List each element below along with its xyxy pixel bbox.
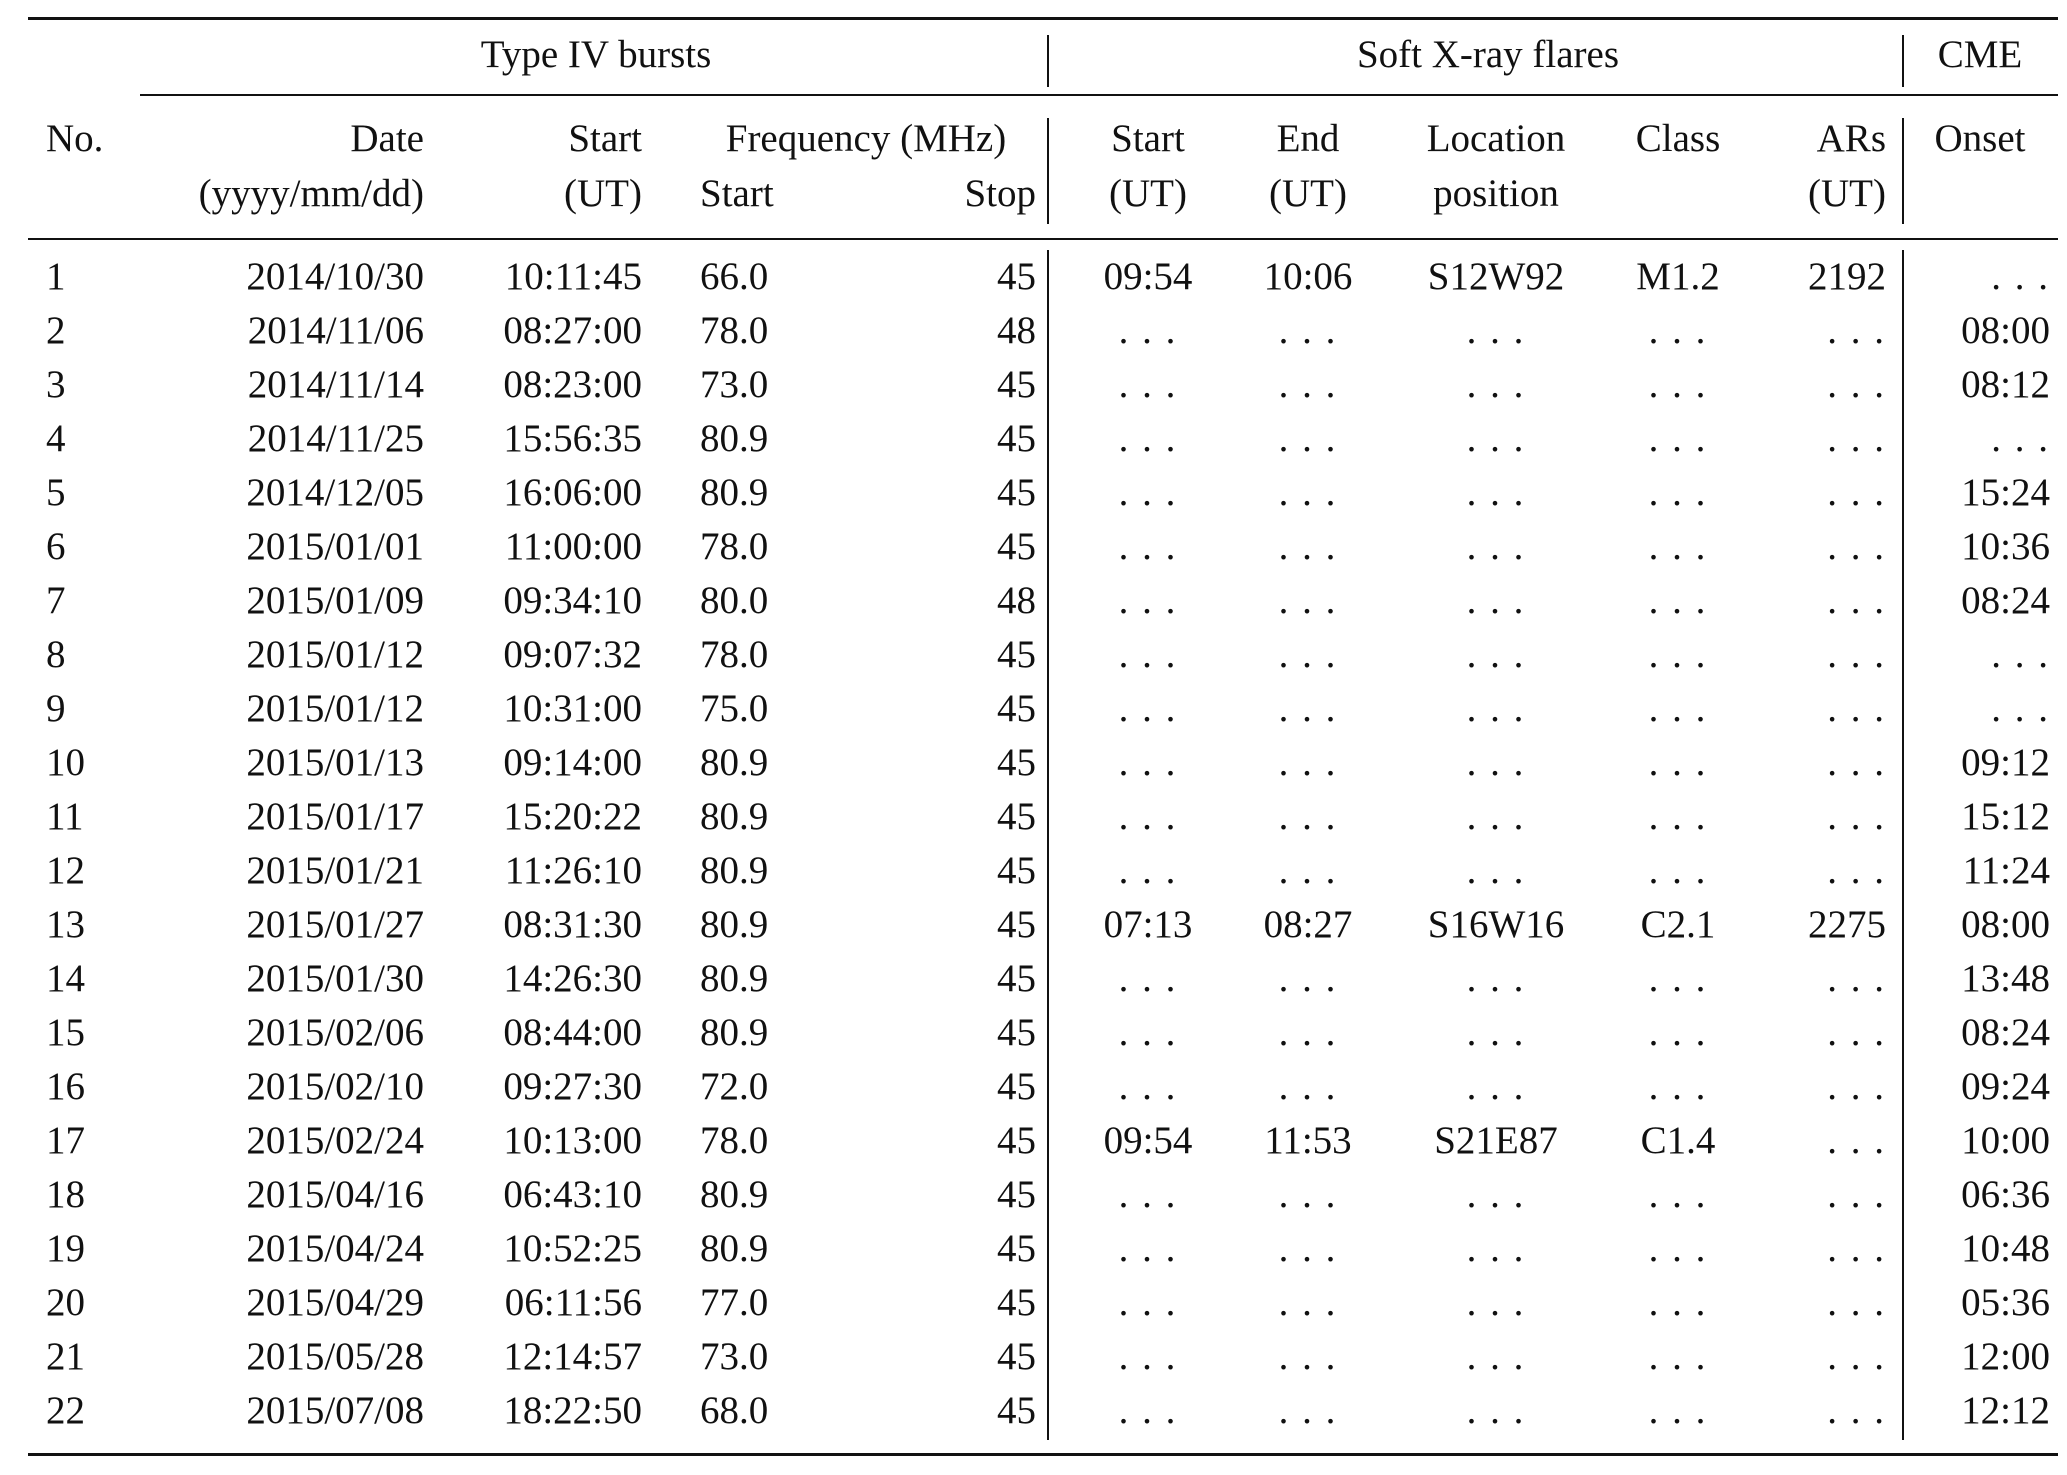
cell-freq-start: 75.0 [700, 687, 769, 730]
cell-freq-stop: 45 [997, 471, 1036, 514]
cell-flare-end: 11:53 [1264, 1119, 1352, 1162]
header-freq-start: Start [700, 172, 774, 215]
cell-flare-start: . . . [1118, 1011, 1178, 1054]
cell-freq-start: 73.0 [700, 363, 769, 406]
cell-freq-start: 80.9 [700, 903, 769, 946]
cell-flare-start: . . . [1118, 1389, 1178, 1432]
cell-freq-stop: 45 [997, 417, 1036, 460]
cell-flare-end: . . . [1278, 957, 1338, 1000]
cell-date: 2015/02/06 [246, 1011, 424, 1054]
cell-flare-start: . . . [1118, 741, 1178, 784]
cell-no: 14 [46, 957, 85, 1000]
cell-class: . . . [1648, 1227, 1708, 1270]
cell-no: 2 [46, 309, 66, 352]
cell-location: . . . [1466, 1173, 1526, 1216]
cell-freq-start: 73.0 [700, 1335, 769, 1378]
cell-freq-start: 80.9 [700, 795, 769, 838]
cell-ars: . . . [1827, 1173, 1886, 1216]
header-freq-stop: Stop [964, 172, 1036, 215]
cell-freq-stop: 45 [997, 1173, 1036, 1216]
cell-start: 08:23:00 [503, 363, 642, 406]
cell-location: . . . [1466, 363, 1526, 406]
cell-date: 2015/01/13 [246, 741, 424, 784]
cell-no: 4 [46, 417, 66, 460]
cell-flare-start: . . . [1118, 1065, 1178, 1108]
cell-freq-start: 68.0 [700, 1389, 769, 1432]
cell-freq-stop: 45 [997, 903, 1036, 946]
cell-onset: 13:48 [1961, 957, 2050, 1000]
cell-start: 16:06:00 [503, 471, 642, 514]
cell-flare-start: . . . [1118, 849, 1178, 892]
cell-location: . . . [1466, 1281, 1526, 1324]
separator-type-iv-sxr-body [1047, 250, 1049, 1440]
cell-location: . . . [1466, 1227, 1526, 1270]
cell-onset: 08:12 [1961, 363, 2050, 406]
cell-flare-start: . . . [1118, 1227, 1178, 1270]
cell-onset: 12:12 [1961, 1389, 2050, 1432]
cell-ars: . . . [1827, 1011, 1886, 1054]
cell-onset: 15:24 [1961, 471, 2050, 514]
cell-onset: 08:24 [1961, 579, 2050, 622]
cell-class: . . . [1648, 1065, 1708, 1108]
cell-ars: . . . [1827, 1335, 1886, 1378]
cell-no: 16 [46, 1065, 85, 1108]
header-date: Date [350, 117, 424, 160]
cell-class: . . . [1648, 471, 1708, 514]
cell-class: . . . [1648, 1389, 1708, 1432]
cell-no: 20 [46, 1281, 85, 1324]
cell-start: 09:27:30 [503, 1065, 642, 1108]
cell-start: 18:22:50 [503, 1389, 642, 1432]
cell-start: 10:31:00 [503, 687, 642, 730]
cell-date: 2015/07/08 [246, 1389, 424, 1432]
cell-start: 15:56:35 [503, 417, 642, 460]
cell-location: S21E87 [1434, 1119, 1558, 1162]
cell-date: 2014/12/05 [246, 471, 424, 514]
cell-start: 10:52:25 [503, 1227, 642, 1270]
data-table [28, 0, 2058, 1475]
cell-ars: 2275 [1808, 903, 1886, 946]
cell-location: . . . [1466, 309, 1526, 352]
cell-ars: 2192 [1808, 255, 1886, 298]
cell-flare-end: . . . [1278, 849, 1338, 892]
cell-onset: 10:36 [1961, 525, 2050, 568]
cell-freq-stop: 45 [997, 1281, 1036, 1324]
cell-flare-start: . . . [1118, 1173, 1178, 1216]
cell-date: 2015/01/21 [246, 849, 424, 892]
cell-freq-start: 80.9 [700, 957, 769, 1000]
cell-freq-stop: 45 [997, 957, 1036, 1000]
cell-flare-end: . . . [1278, 1335, 1338, 1378]
cell-ars: . . . [1827, 525, 1886, 568]
cell-flare-end: . . . [1278, 1065, 1338, 1108]
cell-ars: . . . [1827, 1119, 1886, 1162]
cell-start: 09:14:00 [503, 741, 642, 784]
cell-class: . . . [1648, 579, 1708, 622]
cell-onset: 09:24 [1961, 1065, 2050, 1108]
cell-onset: 08:00 [1961, 309, 2050, 352]
cell-date: 2015/01/27 [246, 903, 424, 946]
cell-freq-stop: 45 [997, 1389, 1036, 1432]
cell-date: 2014/11/06 [247, 309, 424, 352]
cell-location: . . . [1466, 1065, 1526, 1108]
cell-freq-stop: 48 [997, 309, 1036, 352]
cell-flare-end: . . . [1278, 417, 1338, 460]
cell-date: 2015/04/16 [246, 1173, 424, 1216]
cell-location: S16W16 [1427, 903, 1565, 946]
cell-class: . . . [1648, 741, 1708, 784]
cell-flare-start: . . . [1118, 417, 1178, 460]
cell-flare-end: . . . [1278, 741, 1338, 784]
cell-freq-start: 78.0 [700, 1119, 769, 1162]
cell-no: 19 [46, 1227, 85, 1270]
cell-class: . . . [1648, 309, 1708, 352]
group-header-type-iv: Type IV bursts [480, 33, 712, 76]
header-location: Location [1426, 117, 1566, 160]
cell-no: 10 [46, 741, 85, 784]
cell-flare-end: . . . [1278, 1011, 1338, 1054]
cell-class: . . . [1648, 1011, 1708, 1054]
cell-freq-stop: 45 [997, 687, 1036, 730]
cell-start: 12:14:57 [503, 1335, 642, 1378]
cell-location: . . . [1466, 1335, 1526, 1378]
cell-start: 11:00:00 [504, 525, 642, 568]
cell-flare-end: . . . [1278, 1227, 1338, 1270]
cell-freq-start: 80.9 [700, 1227, 769, 1270]
cell-no: 3 [46, 363, 66, 406]
cell-onset: . . . [1991, 687, 2050, 730]
cell-start: 08:27:00 [503, 309, 642, 352]
separator-sxr-cme-body [1902, 250, 1904, 1440]
cell-ars: . . . [1827, 417, 1886, 460]
bottom-rule [28, 1453, 2058, 1456]
cell-flare-start: 09:54 [1103, 1119, 1193, 1162]
cell-class: C1.4 [1640, 1119, 1716, 1162]
cell-ars: . . . [1827, 1281, 1886, 1324]
cell-no: 12 [46, 849, 85, 892]
cell-date: 2015/04/24 [246, 1227, 424, 1270]
cell-freq-stop: 45 [997, 1227, 1036, 1270]
cell-ars: . . . [1827, 309, 1886, 352]
cell-class: . . . [1648, 525, 1708, 568]
cell-date: 2015/01/17 [246, 795, 424, 838]
cell-date: 2015/01/09 [246, 579, 424, 622]
cell-onset: 11:24 [1962, 849, 2050, 892]
cell-flare-end: . . . [1278, 687, 1338, 730]
cell-flare-start: . . . [1118, 579, 1178, 622]
cell-location: . . . [1466, 525, 1526, 568]
cell-flare-start: . . . [1118, 957, 1178, 1000]
cell-no: 5 [46, 471, 66, 514]
cell-date: 2014/11/14 [247, 363, 424, 406]
cell-onset: 15:12 [1961, 795, 2050, 838]
cell-flare-end: . . . [1278, 1281, 1338, 1324]
cell-class: . . . [1648, 1173, 1708, 1216]
cell-ars: . . . [1827, 1389, 1886, 1432]
cell-no: 1 [46, 255, 66, 298]
cell-start: 06:11:56 [504, 1281, 642, 1324]
cell-freq-start: 80.9 [700, 741, 769, 784]
cell-freq-start: 80.9 [700, 471, 769, 514]
cell-flare-end: . . . [1278, 363, 1338, 406]
cell-location: . . . [1466, 741, 1526, 784]
cell-freq-stop: 45 [997, 795, 1036, 838]
cell-date: 2015/04/29 [246, 1281, 424, 1324]
cell-freq-start: 78.0 [700, 633, 769, 676]
cell-freq-stop: 45 [997, 525, 1036, 568]
cell-class: . . . [1648, 633, 1708, 676]
cell-freq-stop: 45 [997, 1011, 1036, 1054]
cell-class: . . . [1648, 417, 1708, 460]
cell-class: C2.1 [1640, 903, 1716, 946]
cell-onset: 06:36 [1961, 1173, 2050, 1216]
cell-date: 2015/02/24 [246, 1119, 424, 1162]
group-rule [140, 94, 2058, 96]
cell-no: 9 [46, 687, 66, 730]
cell-freq-stop: 45 [997, 741, 1036, 784]
cell-start: 06:43:10 [503, 1173, 642, 1216]
cell-date: 2015/02/10 [246, 1065, 424, 1108]
cell-freq-start: 72.0 [700, 1065, 769, 1108]
cell-start: 09:07:32 [503, 633, 642, 676]
cell-date: 2015/01/01 [246, 525, 424, 568]
cell-no: 7 [46, 579, 66, 622]
cell-flare-start: . . . [1118, 795, 1178, 838]
cell-no: 11 [46, 795, 84, 838]
cell-onset: . . . [1991, 417, 2050, 460]
cell-class: M1.2 [1636, 255, 1720, 298]
cell-flare-end: . . . [1278, 309, 1338, 352]
header-flare-start: Start [1111, 117, 1185, 160]
cell-flare-end: . . . [1278, 525, 1338, 568]
cell-no: 15 [46, 1011, 85, 1054]
cell-class: . . . [1648, 795, 1708, 838]
header-ars: ARs [1816, 117, 1886, 160]
cell-freq-start: 77.0 [700, 1281, 769, 1324]
cell-ars: . . . [1827, 741, 1886, 784]
header-ars-unit: (UT) [1808, 172, 1886, 215]
cell-flare-end: . . . [1278, 1173, 1338, 1216]
cell-no: 13 [46, 903, 85, 946]
header-class: Class [1635, 117, 1721, 160]
cell-ars: . . . [1827, 957, 1886, 1000]
cell-flare-start: . . . [1118, 1335, 1178, 1378]
cell-onset: 10:00 [1961, 1119, 2050, 1162]
cell-location: S12W92 [1427, 255, 1565, 298]
cell-start: 09:34:10 [503, 579, 642, 622]
cell-class: . . . [1648, 1281, 1708, 1324]
cell-flare-start: . . . [1118, 471, 1178, 514]
cell-class: . . . [1648, 957, 1708, 1000]
cell-date: 2015/05/28 [246, 1335, 424, 1378]
cell-location: . . . [1466, 957, 1526, 1000]
cell-start: 11:26:10 [504, 849, 642, 892]
cell-flare-start: . . . [1118, 309, 1178, 352]
cell-no: 22 [46, 1389, 85, 1432]
cell-date: 2014/11/25 [247, 417, 424, 460]
separator-sxr-cme-top [1902, 35, 1904, 87]
cell-freq-stop: 48 [997, 579, 1036, 622]
header-frequency: Frequency (MHz) [725, 117, 1007, 160]
cell-location: . . . [1466, 849, 1526, 892]
cell-ars: . . . [1827, 795, 1886, 838]
cell-flare-start: . . . [1118, 1281, 1178, 1324]
header-flare-start-unit: (UT) [1109, 172, 1187, 215]
cell-freq-start: 80.9 [700, 849, 769, 892]
cell-flare-end: . . . [1278, 633, 1338, 676]
cell-flare-start: 09:54 [1103, 255, 1193, 298]
cell-date: 2015/01/12 [246, 687, 424, 730]
cell-ars: . . . [1827, 579, 1886, 622]
cell-freq-stop: 45 [997, 255, 1036, 298]
header-flare-end: End [1276, 117, 1340, 160]
cell-no: 21 [46, 1335, 85, 1378]
cell-onset: . . . [1991, 633, 2050, 676]
cell-onset: 09:12 [1961, 741, 2050, 784]
top-rule [28, 17, 2058, 20]
cell-no: 18 [46, 1173, 85, 1216]
cell-freq-stop: 45 [997, 363, 1036, 406]
cell-freq-stop: 45 [997, 1119, 1036, 1162]
cell-start: 14:26:30 [503, 957, 642, 1000]
cell-flare-start: . . . [1118, 525, 1178, 568]
cell-class: . . . [1648, 363, 1708, 406]
cell-flare-start: . . . [1118, 633, 1178, 676]
cell-location: . . . [1466, 633, 1526, 676]
group-header-cme: CME [1937, 33, 2023, 76]
separator-type-iv-sxr-head [1047, 118, 1049, 224]
cell-class: . . . [1648, 849, 1708, 892]
group-header-sxr: Soft X-ray flares [1356, 33, 1620, 76]
cell-ars: . . . [1827, 633, 1886, 676]
cell-ars: . . . [1827, 1065, 1886, 1108]
cell-onset: 10:48 [1961, 1227, 2050, 1270]
cell-start: 10:11:45 [504, 255, 642, 298]
cell-flare-start: 07:13 [1103, 903, 1193, 946]
cell-flare-end: . . . [1278, 795, 1338, 838]
cell-flare-start: . . . [1118, 687, 1178, 730]
cell-freq-stop: 45 [997, 849, 1036, 892]
cell-start: 08:31:30 [503, 903, 642, 946]
cell-date: 2015/01/30 [246, 957, 424, 1000]
cell-class: . . . [1648, 1335, 1708, 1378]
cell-freq-start: 78.0 [700, 309, 769, 352]
cell-ars: . . . [1827, 363, 1886, 406]
cell-ars: . . . [1827, 687, 1886, 730]
header-start-unit: (UT) [564, 172, 642, 215]
cell-freq-start: 80.9 [700, 1011, 769, 1054]
cell-ars: . . . [1827, 1227, 1886, 1270]
cell-flare-end: 08:27 [1263, 903, 1353, 946]
cell-location: . . . [1466, 687, 1526, 730]
cell-freq-start: 80.9 [700, 1173, 769, 1216]
cell-freq-stop: 45 [997, 633, 1036, 676]
header-date-unit: (yyyy/mm/dd) [198, 172, 424, 215]
header-no: No. [46, 117, 104, 160]
cell-no: 6 [46, 525, 66, 568]
cell-onset: 08:24 [1961, 1011, 2050, 1054]
header-onset: Onset [1934, 117, 2026, 160]
separator-sxr-cme-head [1902, 118, 1904, 224]
header-rule [28, 238, 2058, 240]
cell-no: 8 [46, 633, 66, 676]
cell-date: 2015/01/12 [246, 633, 424, 676]
cell-freq-stop: 45 [997, 1065, 1036, 1108]
cell-location: . . . [1466, 795, 1526, 838]
cell-flare-end: . . . [1278, 1389, 1338, 1432]
cell-freq-stop: 45 [997, 1335, 1036, 1378]
cell-location: . . . [1466, 1011, 1526, 1054]
cell-onset: 05:36 [1961, 1281, 2050, 1324]
cell-ars: . . . [1827, 471, 1886, 514]
cell-start: 08:44:00 [503, 1011, 642, 1054]
cell-flare-end: . . . [1278, 579, 1338, 622]
cell-freq-start: 80.9 [700, 417, 769, 460]
header-location-unit: position [1433, 172, 1559, 215]
cell-onset: 12:00 [1961, 1335, 2050, 1378]
cell-ars: . . . [1827, 849, 1886, 892]
cell-flare-end: . . . [1278, 471, 1338, 514]
cell-onset: 08:00 [1961, 903, 2050, 946]
header-start: Start [568, 117, 642, 160]
cell-class: . . . [1648, 687, 1708, 730]
cell-location: . . . [1466, 471, 1526, 514]
separator-type-iv-sxr-top [1047, 35, 1049, 87]
cell-flare-end: 10:06 [1263, 255, 1353, 298]
cell-location: . . . [1466, 417, 1526, 460]
cell-freq-start: 78.0 [700, 525, 769, 568]
cell-onset: . . . [1991, 255, 2050, 298]
cell-location: . . . [1466, 579, 1526, 622]
cell-date: 2014/10/30 [246, 255, 424, 298]
cell-location: . . . [1466, 1389, 1526, 1432]
cell-flare-start: . . . [1118, 363, 1178, 406]
cell-start: 10:13:00 [503, 1119, 642, 1162]
cell-freq-start: 66.0 [700, 255, 769, 298]
cell-start: 15:20:22 [503, 795, 642, 838]
header-flare-end-unit: (UT) [1269, 172, 1347, 215]
cell-freq-start: 80.0 [700, 579, 769, 622]
cell-no: 17 [46, 1119, 85, 1162]
